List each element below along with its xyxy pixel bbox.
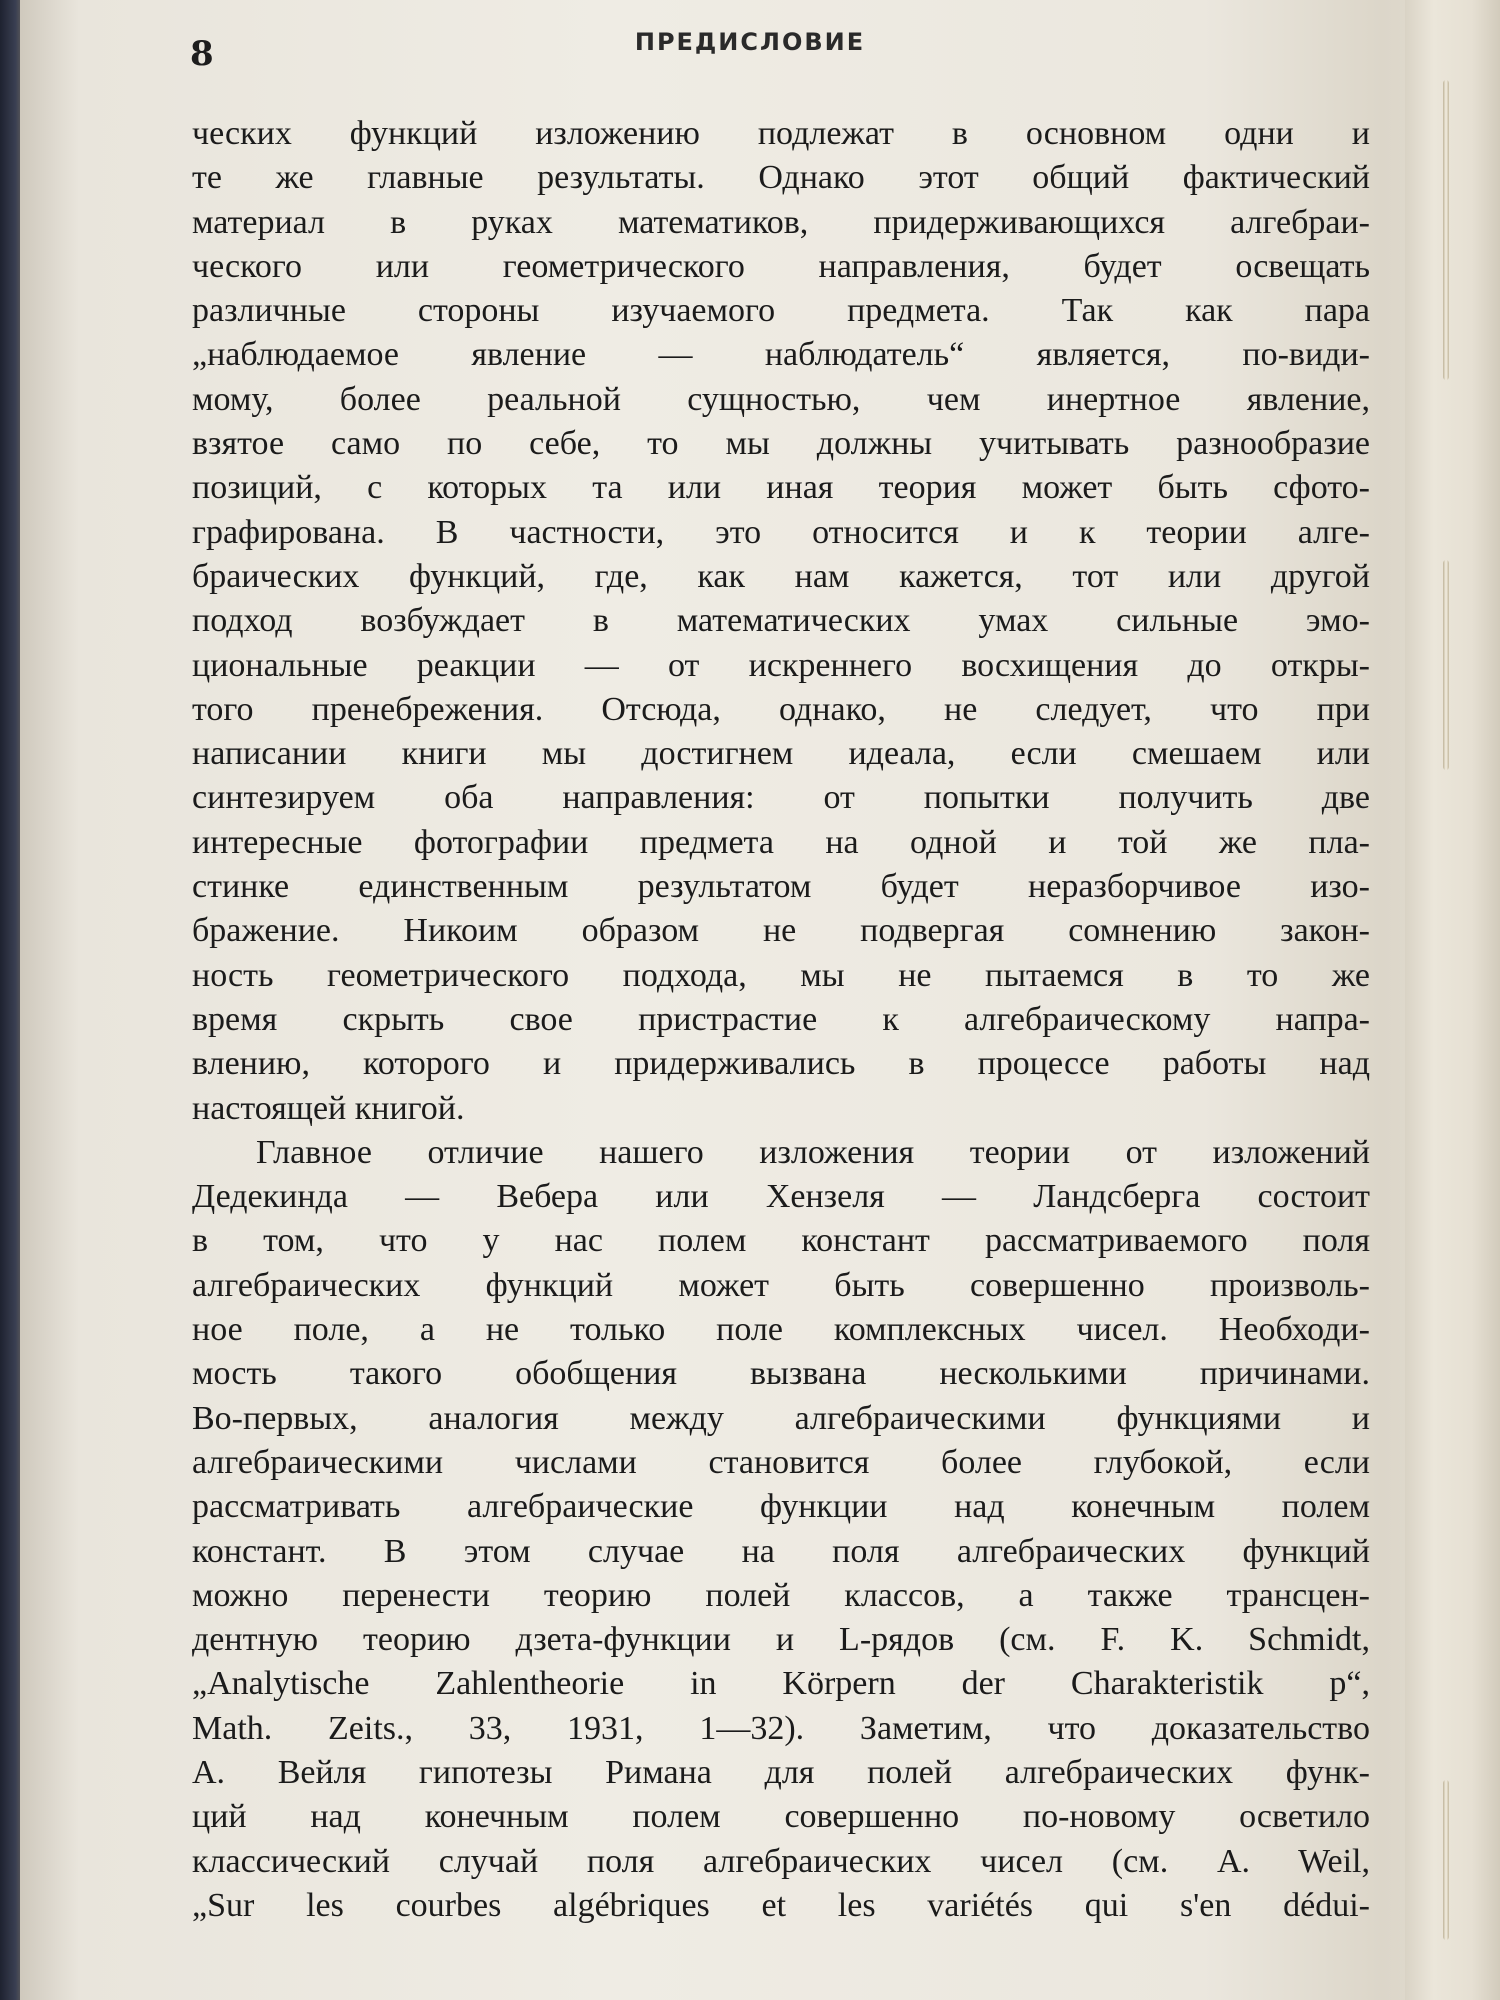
text-line: в том, что у нас полем констант рассматриваемого поля <box>192 1222 1370 1260</box>
text-line: мость такого обобщения вызвана несколькими причинами. <box>192 1355 1370 1393</box>
page-edge <box>1405 0 1500 2000</box>
text-line: „наблюдаемое явление — наблюдатель“ является, по-види- <box>192 336 1370 374</box>
text-line: графирована. В частности, это относится и к теории алге- <box>192 513 1370 551</box>
text-line: рассматривать алгебраические функции над конечным полем <box>192 1488 1370 1526</box>
text-line: Дедекинда — Вебера или Хензеля — Ландсберга состоит <box>192 1178 1370 1216</box>
body-text <box>192 112 1370 1928</box>
text-line: „Sur les courbes algébriques et les variétés qui s'en dédui- <box>192 1886 1370 1924</box>
text-line: интересные фотографии предмета на одной и той же пла- <box>192 823 1370 861</box>
text-line: ное поле, а не только поле комплексных чисел. Необходи- <box>192 1311 1370 1349</box>
text-line: взятое само по себе, то мы должны учитывать разнообразие <box>192 425 1370 463</box>
text-line: констант. В этом случае на поля алгебраических функций <box>192 1532 1370 1570</box>
page-header <box>170 24 1330 84</box>
text-line: алгебраическими числами становится более глубокой, если <box>192 1443 1370 1481</box>
text-line: „Analytische Zahlentheorie in Körpern der Charakteristik p“, <box>192 1665 1370 1703</box>
text-line: те же главные результаты. Однако этот общий фактический <box>192 159 1370 197</box>
text-line: бражение. Никоим образом не подвергая сомнению закон- <box>192 912 1370 950</box>
text-line: время скрыть свое пристрастие к алгебраическому напра- <box>192 1000 1370 1038</box>
text-line: написании книги мы достигнем идеала, если смешаем или <box>192 735 1370 773</box>
text-line: мому, более реальной сущностью, чем инертное явление, <box>192 380 1370 418</box>
text-line: влению, которого и придерживались в процессе работы над <box>192 1045 1370 1083</box>
text-line: классический случай поля алгебраических чисел (см. A. Weil, <box>192 1842 1370 1880</box>
text-line: стинке единственным результатом будет неразборчивое изо- <box>192 868 1370 906</box>
text-line: ций над конечным полем совершенно по-новому осветило <box>192 1798 1370 1836</box>
text-line: синтезируем оба направления: от попытки получить две <box>192 779 1370 817</box>
text-line: Math. Zeits., 33, 1931, 1—32). Заметим, что доказательство <box>192 1709 1370 1747</box>
paragraph-2 <box>192 1131 1370 1928</box>
book-page <box>20 0 1500 2000</box>
text-line: можно перенести теорию полей классов, а также трансцен- <box>192 1576 1370 1614</box>
text-line: настоящей книгой. <box>192 1089 465 1127</box>
text-line: А. Вейля гипотезы Римана для полей алгебраических функ- <box>192 1753 1370 1791</box>
page-number: 8 <box>190 34 214 74</box>
text-line: позиций, с которых та или иная теория может быть сфото- <box>192 469 1370 507</box>
text-line: ческих функций изложению подлежат в основном одни и <box>192 115 1370 152</box>
paragraph-1 <box>192 112 1370 1131</box>
text-line: алгебраических функций может быть совершенно произволь- <box>192 1266 1370 1304</box>
text-line: браических функций, где, как нам кажется, тот или другой <box>192 557 1370 595</box>
text-line: циональные реакции — от искреннего восхищения до откры- <box>192 646 1370 684</box>
text-line: дентную теорию дзета-функции и L-рядов (см. F. K. Schmidt, <box>192 1621 1370 1659</box>
text-line: Во-первых, аналогия между алгебраическими функциями и <box>192 1399 1370 1437</box>
text-line: Главное отличие нашего изложения теории от изложений <box>256 1133 1370 1171</box>
text-line: подход возбуждает в математических умах сильные эмо- <box>192 602 1370 640</box>
page-fold <box>1443 80 1449 380</box>
running-head: ПРЕДИСЛОВИЕ <box>634 28 866 56</box>
text-line: различные стороны изучаемого предмета. Так как пара <box>192 292 1370 330</box>
text-line: ность геометрического подхода, мы не пытаемся в то же <box>192 956 1370 994</box>
text-line: того пренебрежения. Отсюда, однако, не следует, что при <box>192 690 1370 728</box>
text-line: ческого или геометрического направления, будет освещать <box>192 247 1370 285</box>
text-line: материал в руках математиков, придерживающихся алгебраи- <box>192 203 1370 241</box>
page-fold <box>1443 560 1449 770</box>
page-fold <box>1443 1780 1449 1940</box>
